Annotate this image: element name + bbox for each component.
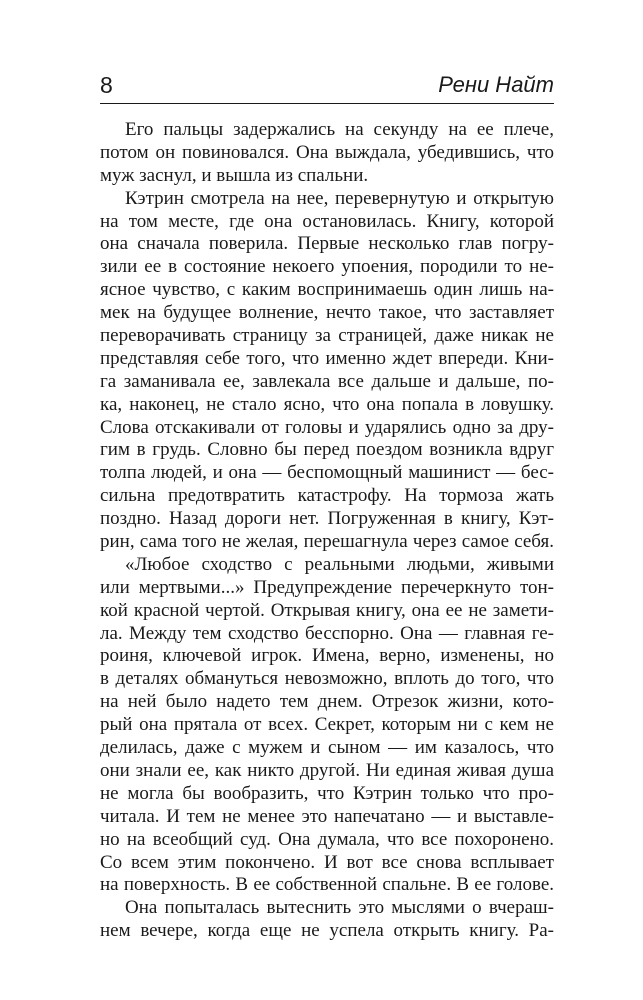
text-line: мек на будущее волнение, нечто такое, что заставляет	[100, 302, 554, 324]
text-line: на поверхность. В ее собственной спальне. В ее голове.	[100, 874, 554, 896]
paragraph	[100, 897, 554, 943]
text-line: представляя себе того, что именно ждет впереди. Кни-	[100, 347, 554, 369]
text-line: Кэтрин смотрела на нее, перевернутую и открытую	[125, 187, 554, 209]
text-line: на том месте, где она остановилась. Книгу, которой	[100, 210, 554, 232]
text-line: муж заснул, и вышла из спальни.	[100, 164, 369, 186]
text-line: зили ее в состояние некоего упоения, породили то не-	[100, 256, 554, 278]
page-number: 8	[100, 72, 113, 98]
text-line: Слова отскакивали от головы и ударялись одно за дру-	[100, 416, 554, 438]
page-header	[100, 68, 554, 104]
text-line: делилась, даже с мужем и сыном — им казалось, что	[100, 737, 554, 759]
text-line: поздно. Назад дороги нет. Погруженная в книгу, Кэт-	[100, 508, 554, 530]
text-line: не могла бы вообразить, что Кэтрин только что про-	[100, 782, 554, 804]
text-line: или мертвыми...» Предупреждение перечеркнуто тон-	[100, 576, 554, 598]
text-line: гим в грудь. Словно бы перед поездом возникла вдруг	[100, 439, 554, 461]
text-line: толпа людей, и она — беспомощный машинист — бес-	[100, 462, 554, 484]
paragraph	[100, 119, 554, 188]
text-line: потом он повиновался. Она выждала, убедившись, что	[100, 141, 554, 163]
text-line: Она попыталась вытеснить это мыслями о вчераш-	[125, 897, 554, 919]
text-line: «Любое сходство с реальными людьми, живыми	[125, 553, 554, 575]
text-line: га заманивала ее, завлекала все дальше и дальше, по-	[100, 370, 554, 392]
text-line: рин, сама того не желая, перешагнула через самое себя.	[100, 531, 554, 553]
text-line: они знали ее, как никто другой. Ни единая живая душа	[100, 759, 554, 781]
header-rule	[100, 103, 554, 104]
body-text	[100, 119, 554, 943]
text-line: нем вечере, когда еще не успела открыть книгу. Ра-	[100, 920, 554, 942]
text-line: она сначала поверила. Первые несколько глав погру-	[100, 233, 554, 255]
text-line: в деталях обмануться невозможно, вплоть до того, что	[100, 668, 554, 690]
text-line: но на всеобщий суд. Она думала, что все похоронено.	[100, 828, 554, 850]
text-line: Его пальцы задержались на секунду на ее плече,	[125, 119, 554, 140]
text-line: переворачивать страницу за страницей, даже никак не	[100, 325, 554, 347]
text-line: рый она прятала от всех. Секрет, которым ни с кем не	[100, 714, 554, 736]
text-line: кой красной чертой. Открывая книгу, она ее не замети-	[100, 599, 554, 621]
text-line: читала. И тем не менее это напечатано — и выставле-	[100, 805, 554, 827]
text-line: на ней было надето тем днем. Отрезок жизни, кото-	[100, 691, 554, 713]
text-line: роиня, ключевой игрок. Имена, верно, изменены, но	[100, 645, 554, 667]
text-line: ка, наконец, не стало ясно, что она попала в ловушку.	[100, 393, 554, 415]
text-line: ясное чувство, с каким воспринимаешь один лишь на-	[100, 279, 554, 301]
paragraph	[100, 188, 554, 554]
text-line: сильна предотвратить катастрофу. На тормоза жать	[100, 485, 554, 507]
paragraph	[100, 554, 554, 897]
text-line: ла. Между тем сходство бесспорно. Она — главная ге-	[100, 622, 554, 644]
text-line: Со всем этим покончено. И вот все снова всплывает	[100, 851, 554, 873]
running-head-author: Рени Найт	[438, 72, 554, 97]
